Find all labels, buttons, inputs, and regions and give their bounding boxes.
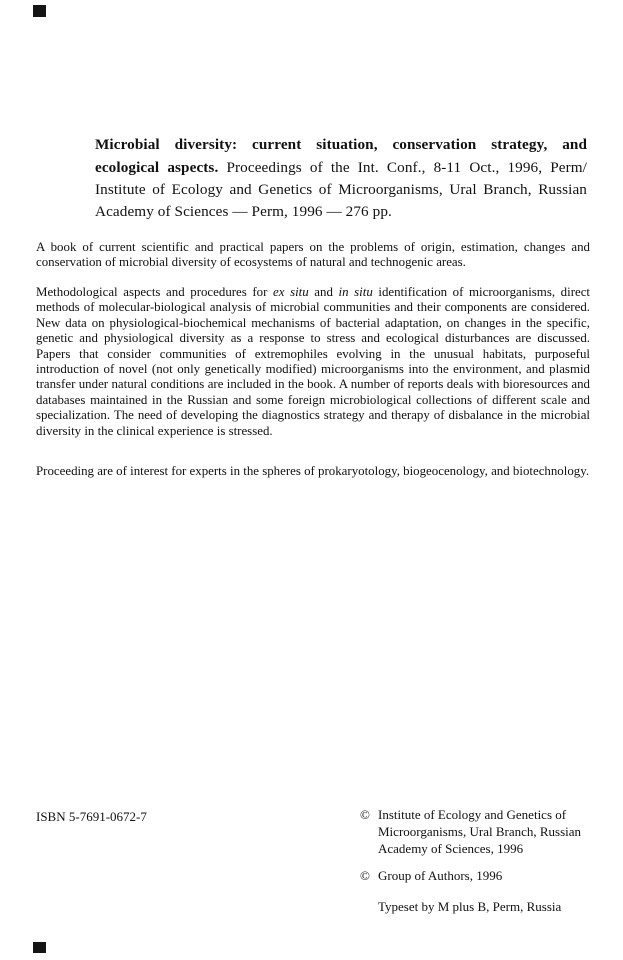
abstract-paragraph-2: [36, 285, 590, 439]
bibliographic-citation: [95, 134, 587, 224]
citation-details: Proceedings of the Int. Conf., 8-11 Oct., 1996, Perm/ Institute of Ecology and Genetics of Microorganisms, Ural Branch, Russian Academy of Sciences — Perm, 1996 — 276 pp.: [95, 158, 587, 221]
abstract-2-italic-in-situ: in situ: [338, 284, 373, 299]
registration-mark-top: [33, 5, 46, 17]
abstract-2-part3: identification of microorganisms, direct methods of molecular-biological analysis of microbial communities and their components are considered. New data on physiological-biochemical mechanisms of bacterial adaptation, on changes in the specific, genetic and physiological diversity as a response to stress and ecological disturbances are discussed. Papers that consider communities of extremophiles evolving in the unusual habitats, purposeful introduction of novel (not only genetically modified) microorganisms into the environment, and plasmid transfer under natural conditions are included in the book. A number of reports deals with bioresources and databases maintained in the Russian and some foreign microbiological collections of different scale and specialization. The need of developing the diagnostics strategy and therapy of disbalance in the microbial diversity in the clinical experience is stressed.: [36, 284, 591, 438]
copyright-institute-text: Institute of Ecology and Genetics of Microorganisms, Ural Branch, Russian Academy of Sciences, 1996: [378, 807, 582, 856]
abstract-2-italic-ex-situ: ex situ: [273, 284, 309, 299]
abstract-2-part1: Methodological aspects and procedures for: [36, 284, 274, 299]
copyright-block: [360, 806, 598, 915]
audience-paragraph: Proceeding are of interest for experts in the spheres of prokaryotology, biogeocenology, and biotechnology.: [36, 463, 590, 478]
copyright-authors: [360, 867, 598, 884]
copyright-icon: ©: [360, 807, 370, 822]
citation-title: Microbial diversity: current situation, conservation strategy, and ecological aspects.: [95, 136, 587, 176]
registration-mark-bottom: [33, 942, 46, 953]
abstract-2-part2: and: [308, 284, 339, 299]
copyright-authors-text: Group of Authors, 1996: [378, 868, 503, 883]
isbn: ISBN 5-7691-0672-7: [36, 809, 147, 824]
copyright-icon: ©: [360, 868, 370, 883]
copyright-institute: [360, 806, 598, 857]
typeset-credit: Typeset by M plus B, Perm, Russia: [378, 899, 562, 914]
abstract-paragraph-1: A book of current scientific and practical papers on the problems of origin, estimation, changes and conservation of microbial diversity of ecosystems of natural and technogenic areas.: [36, 239, 590, 270]
